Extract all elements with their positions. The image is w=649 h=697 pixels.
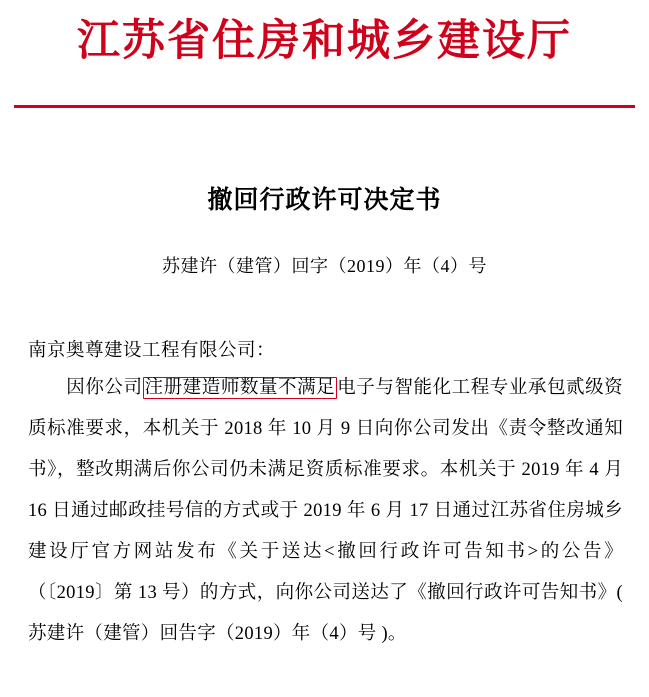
letterhead-divider <box>14 105 635 108</box>
letterhead-organization: 江苏省住房和城乡建设厅 <box>77 18 572 65</box>
document-number: 苏建许（建管）回字（2019）年（4）号 <box>162 256 487 277</box>
body-text-before-highlight: 因你公司 <box>66 378 143 399</box>
document-title: 撤回行政许可决定书 <box>207 187 442 215</box>
body-text-after-highlight: 电子与智能化工程专业承包贰级资质标准要求，本机关于 2018 年 10 月 9 日向你公司发出《责令整改通知书》，整改期满后你公司仍未满足资质标准要求。本机关于 2019 年 4 月 16 日通过邮政挂号信的方式或于 2019 年 6 月 17 日通过江苏省住房城乡建设厅官方网站发布《关于送达<撤回行政许可告知书>的公告》（〔2019〕第 13 号）的方式，向你公司送达了《撤回行政许可告知书》( 苏建许（建管）回告字（2019）年（4）号 )。 <box>28 378 623 645</box>
recipient-line: 南京奥尊建设工程有限公司： <box>28 341 276 362</box>
highlighted-reason-text: 注册建造师数量不满足 <box>144 378 336 399</box>
document-body <box>28 368 623 655</box>
